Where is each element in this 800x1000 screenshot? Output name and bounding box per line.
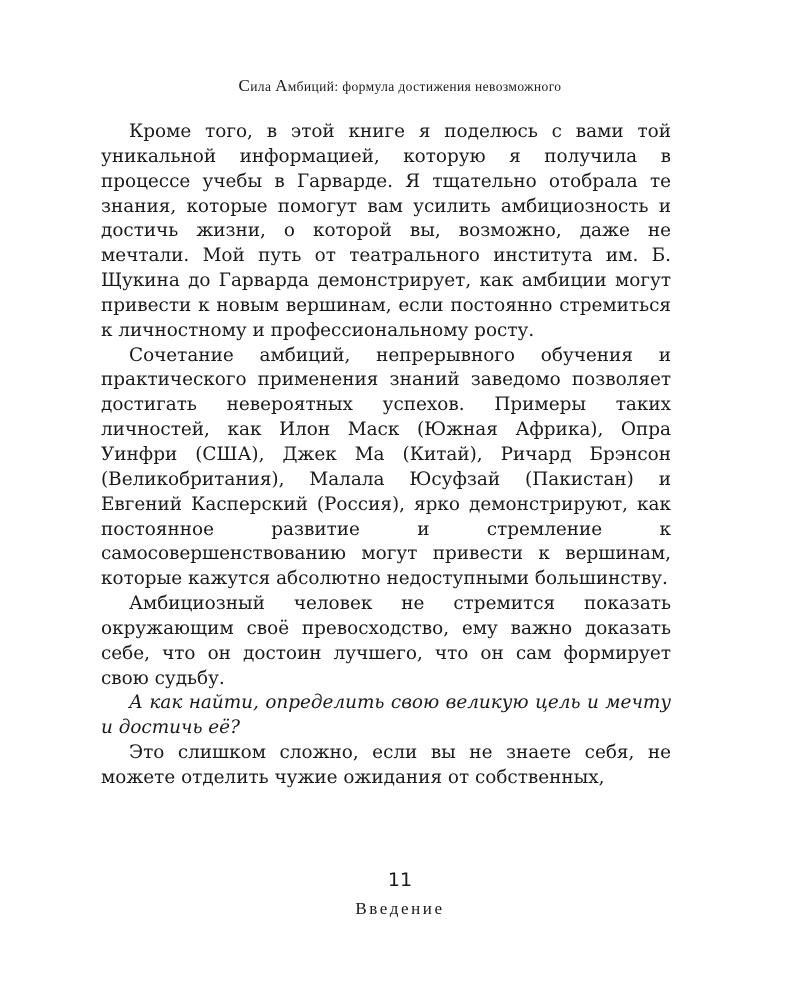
page-number: 11 — [387, 869, 413, 891]
header-title-initial-1: С — [238, 76, 251, 95]
paragraph: Амбициозный человек не стремится показать окружающим своё превосходство, ему важно доказать себе, что он достоин лучшего, что он сам формирует свою судьбу. — [101, 593, 671, 689]
running-header — [0, 76, 800, 96]
header-title-rest-2: мбиций — [287, 79, 335, 94]
paragraph: Сочетание амбиций, непрерывного обучения и практического применения знаний заведомо позволяет достигать невероятных успехов. Примеры таких личностей, как Илон Маск (Южная Африка), Опра Уинфри (США), Джек Ма (Китай), Ричард Брэнсон (Великобритания), Малала Юсуфзай (Пакистан) и Евгений Касперский (Россия), ярко демонстрируют, как постоянное развитие и стремление к самосовершенствованию могут привести к вершинам, которые кажутся абсолютно недоступными большинству. — [101, 344, 671, 590]
header-title-rest-1: ила — [250, 79, 276, 94]
body-text — [101, 120, 671, 791]
paragraph: Это слишком сложно, если вы не знаете себя, не можете отделить чужие ожидания от собственных, — [101, 742, 671, 788]
paragraph: Кроме того, в этой книге я поделюсь с вами той уникальной информацией, которую я получила в процессе учебы в Гарварде. Я тщательно отобрала те знания, которые помогут вам усилить амбициозность и достичь жизни, о которой вы, возможно, даже не мечтали. Мой путь от театрального института им. Б. Щукина до Гарварда демонстрирует, как амбиции могут привести к новым вершинам, если постоянно стремиться к личностному и профессиональному росту. — [101, 121, 671, 341]
italic-question-paragraph: А как найти, определить свою великую цель и мечту и достичь её? — [101, 692, 671, 739]
section-footer-title: Введение — [355, 899, 445, 918]
header-title-initial-2: А — [275, 76, 288, 95]
header-subtitle: : формула достижения невозможного — [334, 79, 562, 94]
